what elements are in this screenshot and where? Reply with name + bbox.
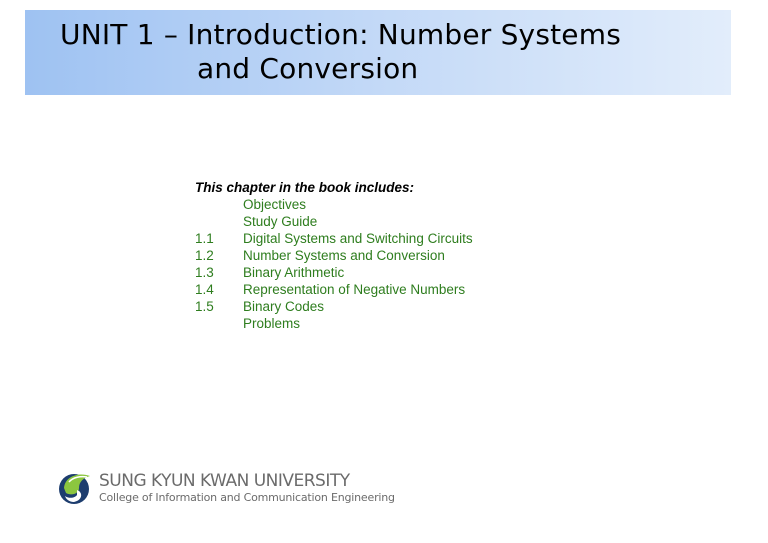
list-item xyxy=(195,213,473,230)
list-item xyxy=(195,298,473,315)
item-number: 1.2 xyxy=(195,248,214,263)
item-number: 1.1 xyxy=(195,231,214,246)
item-label: Digital Systems and Switching Circuits xyxy=(243,231,473,246)
list-item xyxy=(195,196,473,213)
item-label: Problems xyxy=(243,316,301,331)
item-label: Study Guide xyxy=(243,214,318,229)
university-name: SUNG KYUN KWAN UNIVERSITY xyxy=(99,470,350,491)
list-item xyxy=(195,264,473,281)
item-number xyxy=(195,213,243,230)
item-label: Binary Codes xyxy=(243,299,325,314)
university-logo xyxy=(57,468,395,508)
skku-logo-icon xyxy=(57,468,93,508)
list-item xyxy=(195,247,473,264)
chapter-contents xyxy=(195,179,473,332)
list-item xyxy=(195,230,473,247)
item-label: Binary Arithmetic xyxy=(243,265,345,280)
item-number xyxy=(195,315,243,332)
list-item xyxy=(195,281,473,298)
item-number: 1.5 xyxy=(195,299,214,314)
list-item xyxy=(195,315,473,332)
contents-intro: This chapter in the book includes: xyxy=(195,180,415,195)
item-number xyxy=(195,196,243,213)
slide-title xyxy=(60,18,621,86)
item-number: 1.4 xyxy=(195,282,214,297)
item-label: Representation of Negative Numbers xyxy=(243,282,466,297)
item-number: 1.3 xyxy=(195,265,214,280)
item-label: Objectives xyxy=(243,197,307,212)
title-line-1: UNIT 1 – Introduction: Number Systems xyxy=(60,18,621,51)
college-name: College of Information and Communication Engineering xyxy=(99,490,395,504)
title-line-2: and Conversion xyxy=(197,52,419,85)
item-label: Number Systems and Conversion xyxy=(243,248,445,263)
